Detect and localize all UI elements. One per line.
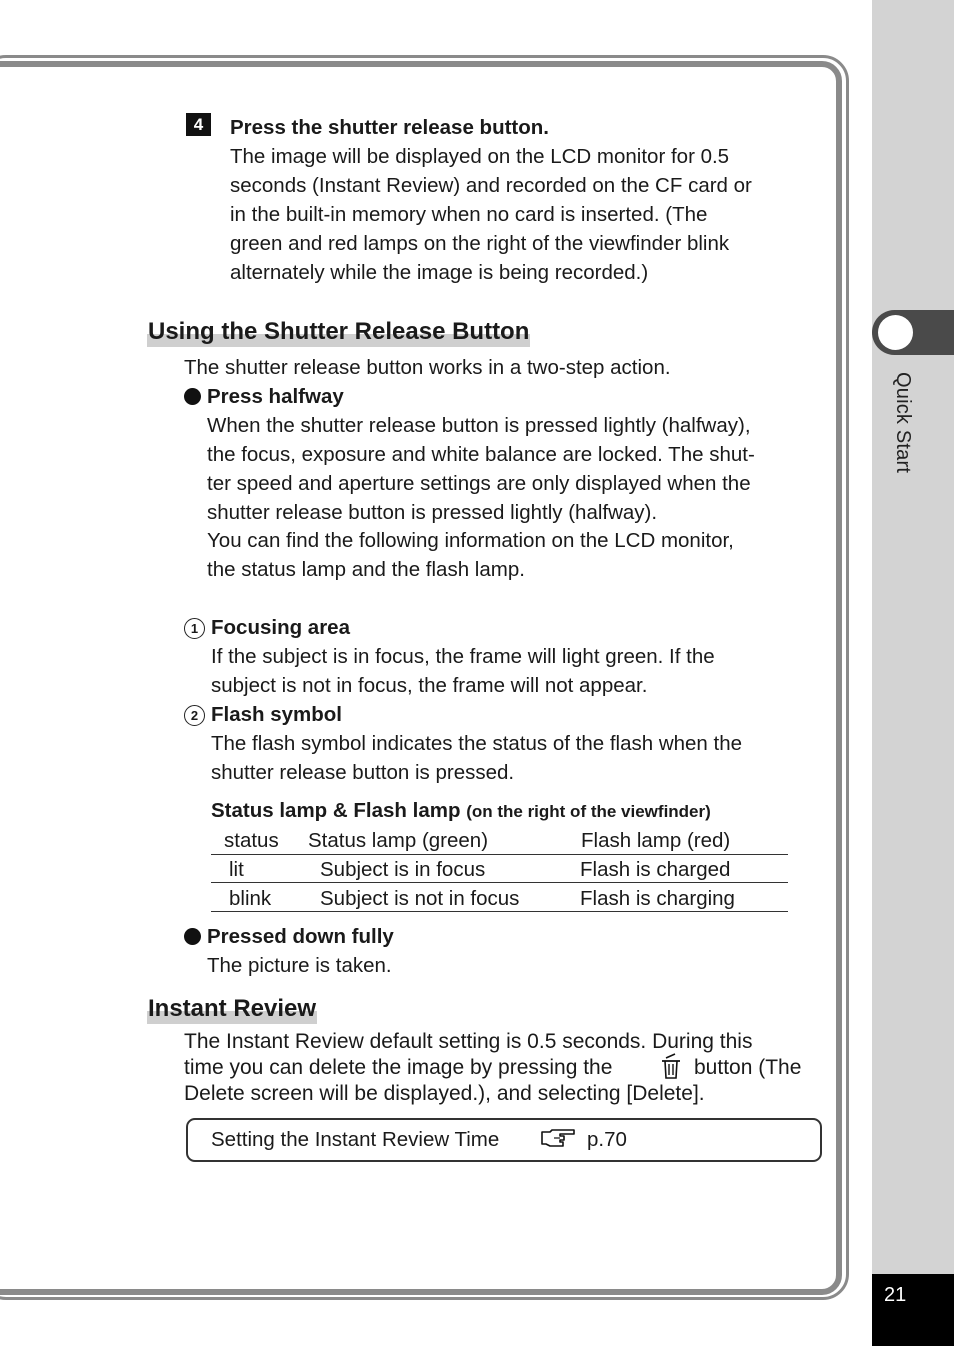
step-line: The image will be displayed on the LCD monitor for 0.5 xyxy=(230,145,730,168)
table-rule xyxy=(211,911,788,912)
review-line: The Instant Review default setting is 0.5 seconds. During this xyxy=(184,1030,753,1053)
table-title-note: (on the right of the viewfinder) xyxy=(466,802,711,821)
section-heading-instant-review: Instant Review xyxy=(148,995,317,1022)
review-line-before: time you can delete the image by pressing the xyxy=(184,1056,613,1079)
halfway-line: the status lamp and the flash lamp. xyxy=(207,558,525,581)
table-title: Status lamp & Flash lamp (on the right of the viewfinder) xyxy=(211,799,711,822)
trash-icon xyxy=(659,1053,683,1081)
flash-line: shutter release button is pressed. xyxy=(211,761,515,784)
page-number-box xyxy=(872,1274,954,1346)
reference-text: Setting the Instant Review Time xyxy=(211,1128,500,1151)
halfway-line: When the shutter release button is pressed lightly (halfway), xyxy=(207,414,751,437)
review-line-after: button (The xyxy=(694,1056,802,1079)
halfway-line: You can find the following information on the LCD monitor, xyxy=(207,529,734,552)
step-title: Press the shutter release button. xyxy=(230,116,549,139)
table-cell: Flash is charged xyxy=(580,858,731,881)
table-cell: lit xyxy=(229,858,244,881)
focusing-area-heading: 1 Focusing area xyxy=(184,613,350,642)
flash-line: The flash symbol indicates the status of the flash when the xyxy=(211,732,743,755)
halfway-line: shutter release button is pressed lightly (halfway). xyxy=(207,501,658,524)
table-cell: blink xyxy=(229,887,272,910)
table-header-status: status xyxy=(224,829,279,852)
page-number: 21 xyxy=(884,1284,907,1306)
table-header-status-lamp: Status lamp (green) xyxy=(308,829,489,852)
step-number-badge: 4 xyxy=(186,113,211,136)
halfway-line: ter speed and aperture settings are only displayed when the xyxy=(207,472,751,495)
pressed-fully-text: The picture is taken. xyxy=(207,954,392,977)
focusing-line: If the subject is in focus, the frame will light green. If the xyxy=(211,645,715,668)
circled-number: 1 xyxy=(184,618,205,639)
focusing-line: subject is not in focus, the frame will not appear. xyxy=(211,674,648,697)
reference-page: p.70 xyxy=(587,1128,627,1151)
section-label: Quick Start xyxy=(892,372,914,474)
table-cell: Flash is charging xyxy=(580,887,735,910)
section-heading-shutter: Using the Shutter Release Button xyxy=(148,318,530,345)
table-rule xyxy=(211,882,788,883)
halfway-line: the focus, exposure and white balance are locked. The shut- xyxy=(207,443,755,466)
step-line: in the built-in memory when no card is inserted. (The xyxy=(230,203,708,226)
bullet-icon xyxy=(184,388,201,405)
pointing-hand-icon xyxy=(540,1127,578,1149)
shutter-intro: The shutter release button works in a two-step action. xyxy=(184,356,671,379)
table-cell: Subject is in focus xyxy=(320,858,486,881)
table-header-flash-lamp: Flash lamp (red) xyxy=(581,829,731,852)
pressed-fully-heading: Pressed down fully xyxy=(184,922,394,951)
flash-symbol-heading: 2 Flash symbol xyxy=(184,700,342,729)
section-tab xyxy=(872,310,954,355)
press-halfway-heading: Press halfway xyxy=(184,382,344,411)
step-line: seconds (Instant Review) and recorded on the CF card or xyxy=(230,174,752,197)
step-line: green and red lamps on the right of the viewfinder blink xyxy=(230,232,730,255)
review-line: Delete screen will be displayed.), and selecting [Delete]. xyxy=(184,1082,705,1105)
tab-dot xyxy=(878,315,913,350)
table-cell: Subject is not in focus xyxy=(320,887,520,910)
bullet-icon xyxy=(184,928,201,945)
side-strip xyxy=(872,0,954,1346)
circled-number: 2 xyxy=(184,705,205,726)
step-line: alternately while the image is being recorded.) xyxy=(230,261,649,284)
